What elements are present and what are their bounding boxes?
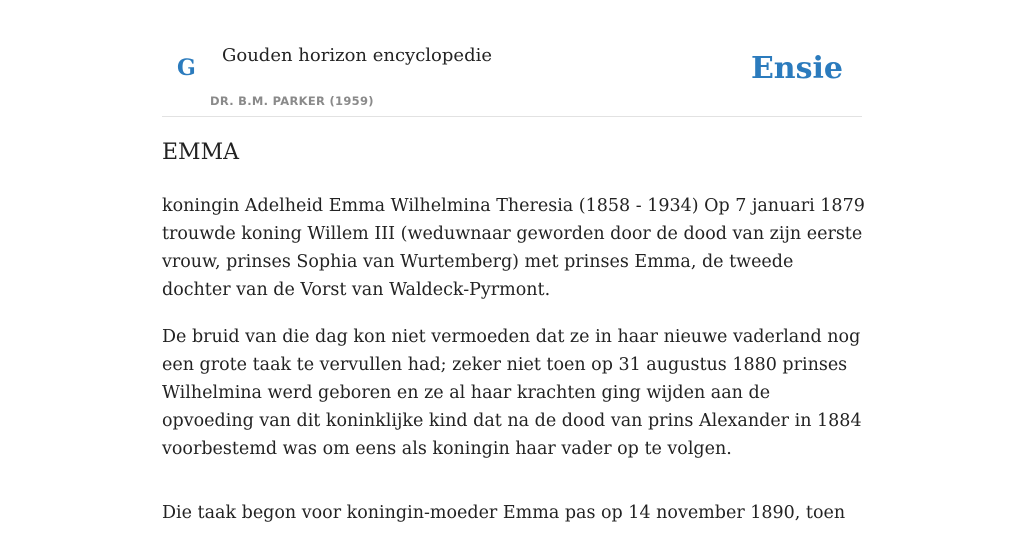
paragraph: Die taak begon voor koningin-moeder Emma pas op 14 november 1890, toen	[162, 503, 846, 523]
entry-title: EMMA	[162, 140, 239, 165]
paragraph: koningin Adelheid Emma Wilhelmina Theresia (1858 - 1934) Op 7 januari 1879 trouwde koning Willem III (weduwnaar geworden door de dood van zijn eerste vrouw, prinses Sophia van Wurtemberg) met prinses Emma, de tweede dochter van de Vorst van Waldeck-Pyrmont.	[162, 196, 865, 300]
entry-body	[162, 192, 866, 546]
paragraph: De bruid van die dag kon niet vermoeden dat ze in haar nieuwe vaderland nog een grote taak te vervullen had; zeker niet toen op 31 augustus 1880 prinses Wilhelmina werd geboren en ze al haar krachten ging wijden aan de opvoeding van dit koninklijke kind dat na de dood van prins Alexander in 1884 voorbestemd was om eens als koningin haar vader op te volgen.	[162, 327, 862, 459]
header	[162, 0, 862, 117]
book-logo-icon[interactable]: G	[177, 55, 196, 81]
book-author: DR. B.M. PARKER (1959)	[210, 94, 374, 108]
ensie-logo-link[interactable]: Ensie	[750, 51, 843, 86]
book-title-link[interactable]: Gouden horizon encyclopedie	[222, 45, 492, 66]
